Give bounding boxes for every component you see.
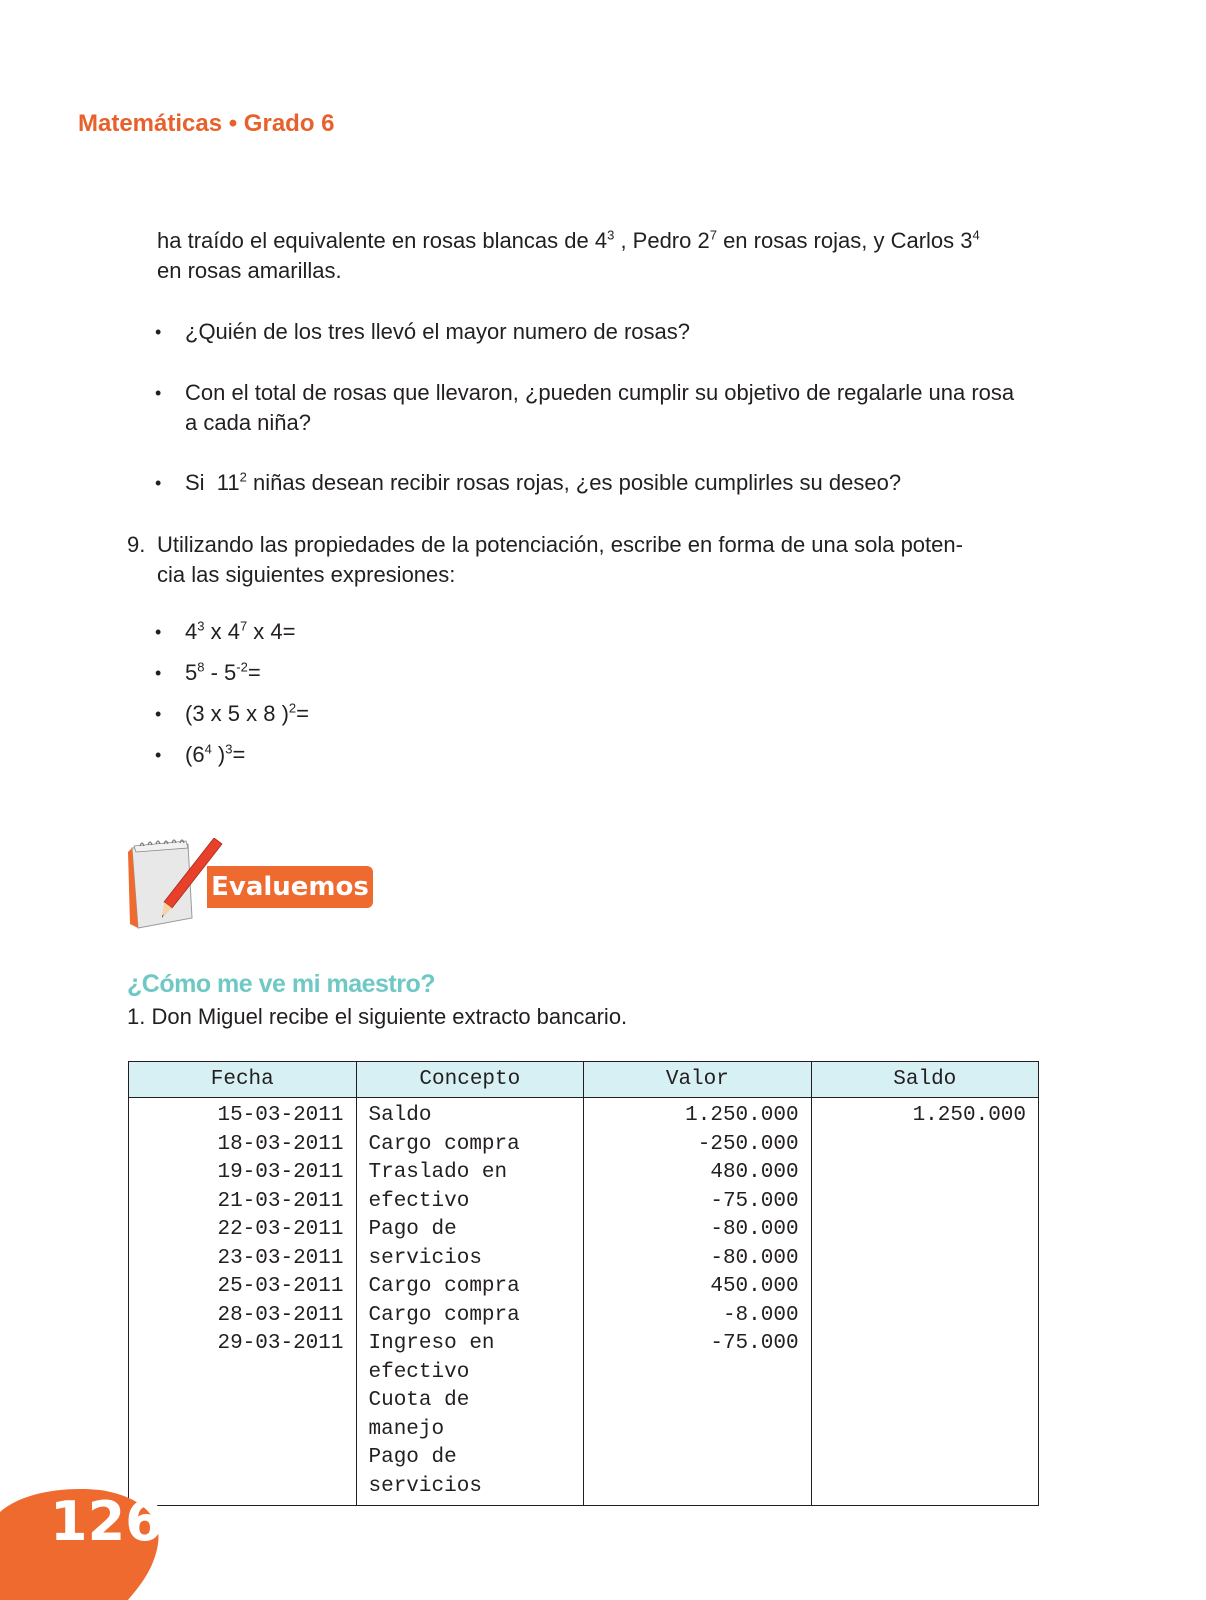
fecha-cell — [129, 1098, 357, 1506]
saldo-value: 1.250.000 — [912, 1104, 1026, 1127]
bullet-icon: • — [155, 704, 162, 724]
expression: (3 x 5 x 8 )$^2$= — [185, 700, 310, 726]
page-header: Matemáticas • Grado 6 — [78, 110, 335, 137]
bullet-icon: • — [155, 622, 162, 642]
page-number: 126 — [50, 1490, 163, 1553]
bullet-icon: • — [155, 322, 162, 342]
concepto-value: efectivo — [368, 1360, 470, 1384]
exponent: 4 — [972, 227, 980, 243]
concepto-value: Cargo compra — [368, 1303, 520, 1327]
fecha-value: 18-03-2011 — [217, 1132, 344, 1156]
expression: ($6^4$ )$^3$= — [185, 741, 246, 767]
fecha-value: 23-03-2011 — [217, 1246, 344, 1270]
valor-value: -75.000 — [710, 1332, 799, 1355]
column-header-concepto: Concepto — [356, 1062, 584, 1098]
intro-text: , Pedro 2 — [614, 228, 710, 253]
question-text: 1. Don Miguel recibe el siguiente extracto bancario. — [127, 1004, 628, 1029]
valor-value: -250.000 — [697, 1132, 799, 1156]
concepto-value: manejo — [368, 1417, 445, 1441]
exponent: 3 — [607, 227, 615, 243]
concepto-value: servicios — [368, 1474, 482, 1498]
valor-cell — [584, 1098, 811, 1506]
question-text: Si $11^2$ niñas desean recibir rosas rojas, ¿es posible cumplirles su deseo? — [185, 469, 902, 495]
bullet-icon: • — [155, 745, 162, 765]
intro-paragraph — [157, 226, 1037, 286]
bank-statement-table — [128, 1061, 1039, 1506]
concepto-cell — [356, 1098, 584, 1506]
expression: $4^3$ x $4^7$ x 4= — [185, 618, 296, 644]
valor-value: -80.000 — [710, 1218, 799, 1241]
concepto-value: Cargo compra — [368, 1275, 520, 1298]
table-row — [129, 1098, 1039, 1506]
fecha-value: 28-03-2011 — [217, 1303, 344, 1327]
valor-value: 1.250.000 — [685, 1104, 799, 1127]
fecha-value: 19-03-2011 — [217, 1161, 344, 1184]
table-header-row — [129, 1062, 1039, 1098]
concepto-value: Ingreso en — [368, 1332, 495, 1355]
intro-text: en rosas rojas, y Carlos 3 — [716, 228, 973, 253]
valor-value: 480.000 — [710, 1161, 799, 1184]
fecha-value: 15-03-2011 — [217, 1104, 344, 1127]
concepto-value: Cargo compra — [368, 1132, 520, 1156]
column-header-valor: Valor — [584, 1062, 811, 1098]
valor-value: -8.000 — [722, 1303, 799, 1327]
bullet-icon: • — [155, 383, 162, 403]
concepto-value: Pago de — [368, 1218, 457, 1241]
fecha-value: 22-03-2011 — [217, 1218, 344, 1241]
intro-text: en rosas amarillas. — [157, 258, 342, 283]
question-number: 9. — [127, 532, 146, 557]
fecha-value: 25-03-2011 — [217, 1275, 344, 1298]
valor-value: -75.000 — [710, 1189, 799, 1213]
question-text: Utilizando las propiedades de la potenciación, escribe en forma de una sola poten- cia las siguientes expresiones: — [157, 532, 963, 587]
expression: $5^8 - 5^{-2}=$ — [185, 659, 261, 685]
concepto-value: servicios — [368, 1246, 482, 1270]
concepto-value: Traslado en — [368, 1161, 508, 1184]
concepto-value: Cuota de — [368, 1389, 470, 1412]
fecha-value: 21-03-2011 — [217, 1189, 344, 1213]
exponent: 7 — [709, 227, 717, 243]
column-header-saldo: Saldo — [811, 1062, 1038, 1098]
valor-value: 450.000 — [710, 1275, 799, 1298]
question-text: ¿Quién de los tres llevó el mayor numero de rosas? — [185, 319, 691, 344]
saldo-cell — [811, 1098, 1038, 1506]
column-header-fecha: Fecha — [129, 1062, 357, 1098]
fecha-value: 29-03-2011 — [217, 1332, 344, 1355]
concepto-value: efectivo — [368, 1189, 470, 1213]
bullet-icon: • — [155, 663, 162, 683]
concepto-value: Pago de — [368, 1446, 457, 1469]
concepto-value: Saldo — [368, 1104, 432, 1127]
valor-value: -80.000 — [710, 1246, 799, 1270]
exponent: 2 — [239, 469, 247, 485]
bullet-icon: • — [155, 473, 162, 493]
section-subhead: ¿Cómo me ve mi maestro? — [127, 970, 436, 998]
evaluate-badge: Evaluemos — [207, 866, 373, 908]
intro-text: ha traído el equivalente en rosas blancas de 4 — [157, 228, 608, 253]
question-text: Con el total de rosas que llevaron, ¿pueden cumplir su objetivo de regalarle una rosa a cada niña? — [185, 380, 1015, 435]
